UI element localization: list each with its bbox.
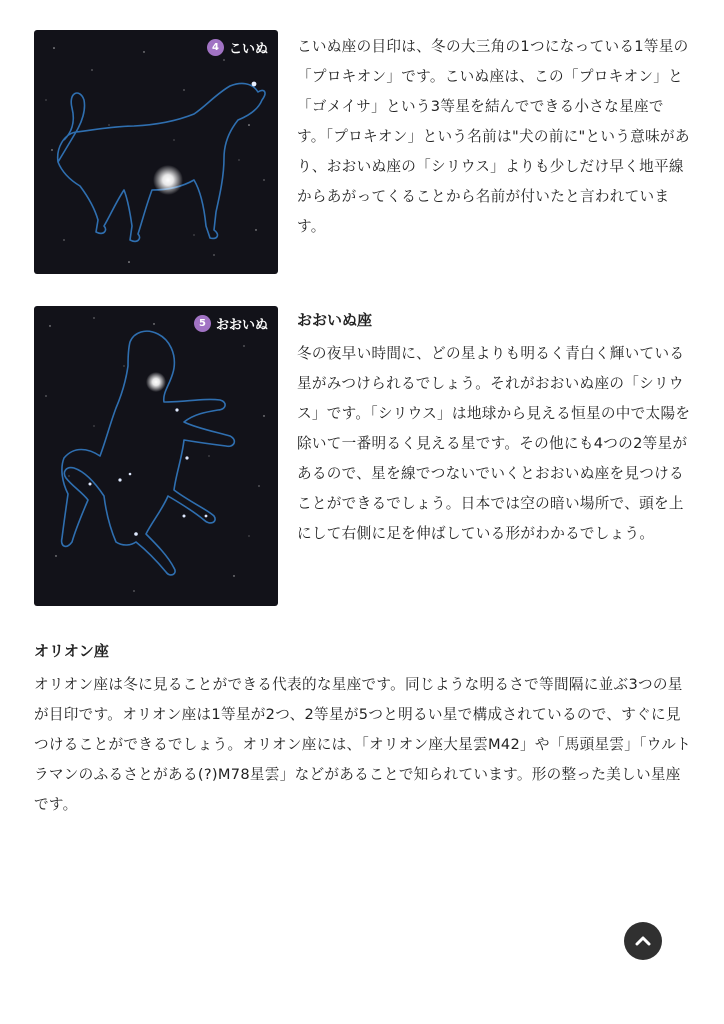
badge-number: 4	[207, 39, 224, 56]
badge-label: こいぬ	[228, 42, 268, 57]
canis-major-illustration	[34, 306, 278, 606]
badge-number: 5	[194, 315, 211, 332]
canis-major-description: 冬の夜早い時間に、どの星よりも明るく青白く輝いている星がみつけられるでしょう。それがおおいぬ座の「シリウス」です。「シリウス」は地球から見える恒星の中で太陽を除いて一番明るく見える星です。その他にも4つの2等星があるので、星を線でつないでいくとおおいぬ座を見つけることができるでしょう。日本では空の暗い場所で、頭を上にして右側に足を伸ばしている形がわかるでしょう。	[297, 345, 691, 542]
badge-label: おおいぬ	[215, 318, 268, 333]
canis-minor-illustration	[34, 30, 278, 274]
scroll-to-top-button[interactable]	[624, 922, 662, 960]
canis-minor-star-map	[34, 30, 278, 274]
procyon-star	[153, 165, 183, 195]
chevron-up-icon	[634, 932, 652, 950]
orion-heading: オリオン座	[34, 642, 109, 660]
canis-minor-description: こいぬ座の目印は、冬の大三角の1つになっている1等星の「プロキオン」です。こいぬ座は、この「プロキオン」と「ゴメイサ」という3等星を結んでできる小さな星座です。「プロキオン」という名前は"犬の前に"という意味があり、おおいぬ座の「シリウス」よりも少しだけ早く地平線からあがってくることから名前が付いたと言われています。	[297, 38, 690, 235]
sirius-star	[146, 372, 166, 392]
canis-major-star-map	[34, 306, 278, 606]
constellation-badge	[194, 314, 268, 333]
canis-major-heading: おおいぬ座	[297, 311, 373, 329]
constellation-badge	[207, 38, 268, 57]
gomeisa-star	[252, 82, 257, 87]
orion-description: オリオン座は冬に見ることができる代表的な星座です。同じような明るさで等間隔に並ぶ3つの星が目印です。オリオン座は1等星が2つ、2等星が5つと明るい星で構成されているので、すぐに見つけることができるでしょう。オリオン座には、「オリオン座大星雲M42」や「馬頭星雲」「ウルトラマンのふるさとがある(?)M78星雲」などがあることで知られています。形の整った美しい星座です。	[34, 676, 692, 813]
